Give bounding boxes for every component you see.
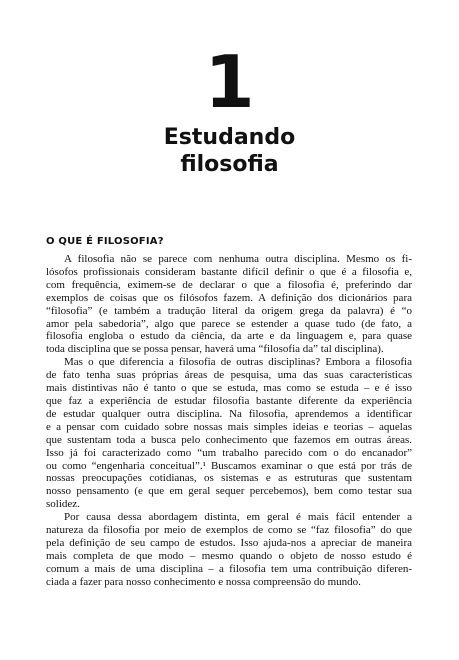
text-line: mais distintivas não é tanto o que se estuda, mas como se estuda – e é isso — [46, 382, 412, 395]
text-line: solidez. — [46, 498, 80, 511]
text-line: “filosofia” (e também a tradução literal da origem grega da palavra) é “o — [46, 304, 412, 317]
text-line: de fato tenha suas próprias áreas de pesquisa, uma das suas características — [46, 369, 412, 382]
text-line: comum a mais de uma disciplina – a filosofia tem uma contribuição diferen- — [46, 562, 412, 575]
section-heading: O QUE É FILOSOFIA? — [46, 236, 164, 247]
text-line: que faz a experiência de estudar filosofia bastante diferente da experiência — [46, 394, 412, 407]
text-line: ciada a fazer para nosso conhecimento e nossa compreensão do mundo. — [46, 575, 361, 588]
text-line: filosofia engloba o estudo da ciência, da arte e da linguagem e, para quase — [46, 330, 412, 343]
text-line: Por causa dessa abordagem distinta, em geral é mais fácil entender a — [64, 511, 412, 524]
text-line: lósofos profissionais consideram bastante difícil definir o que é a filosofia e, — [46, 265, 412, 278]
text-line: toda disciplina que se possa pensar, haverá uma “filosofia da” tal disciplina). — [46, 343, 384, 356]
text-line: amor pela sabedoria”, algo que parece se estender a quase tudo (de fato, a — [46, 317, 412, 330]
body-text — [46, 253, 412, 589]
text-line: A filosofia não se parece com nenhuma outra disciplina. Mesmo os fi- — [64, 253, 412, 265]
text-line: pela definição de seu campo de estudos. Isso ajuda-nos a apreciar de maneira — [46, 536, 412, 549]
text-line: de estudar qualquer outra disciplina. Na filosofia, aprendemos a identificar — [46, 407, 412, 420]
text-line: Mas o que diferencia a filosofia de outras disciplinas? Embora a filosofia — [64, 356, 412, 369]
paragraph-3 — [46, 511, 412, 588]
paragraph-1 — [46, 253, 412, 356]
chapter-title — [0, 124, 459, 178]
text-line: ou como “engenharia conceitual”.¹ Buscamos examinar o que está por trás de — [46, 459, 412, 472]
text-line: natureza da filosofia por meio de exemplos de como se “faz filosofia” do que — [46, 524, 412, 537]
text-line: Isso já foi caracterizado como “um trabalho parecido com o do encanador” — [46, 446, 412, 459]
text-line: que sustentam toda a busca pelo conhecimento que fazemos em outras áreas. — [46, 433, 412, 446]
paragraph-2 — [46, 356, 412, 511]
text-line: nossas preocupações cotidianas, os sistemas e as estruturas que sustentam — [46, 472, 412, 485]
text-line: nosso pensamento (e que em geral sequer percebemos), bem como testar sua — [46, 485, 412, 498]
text-line: exemplos de coisas que os filósofos fazem. A definição dos dicionários para — [46, 291, 412, 304]
chapter-title-line: filosofia — [180, 152, 279, 177]
text-line: e a pensar com cuidado sobre nossas mais simples ideias e teorias – aquelas — [46, 420, 412, 433]
chapter-number: 1 — [204, 40, 255, 124]
chapter-title-line: Estudando — [163, 125, 296, 150]
text-line: mais completa de que modo – mesmo quando o objeto de nosso estudo é — [46, 549, 412, 562]
text-line: com frequência, eximem-se de declarar o que a filosofia é, preferindo dar — [46, 278, 412, 291]
